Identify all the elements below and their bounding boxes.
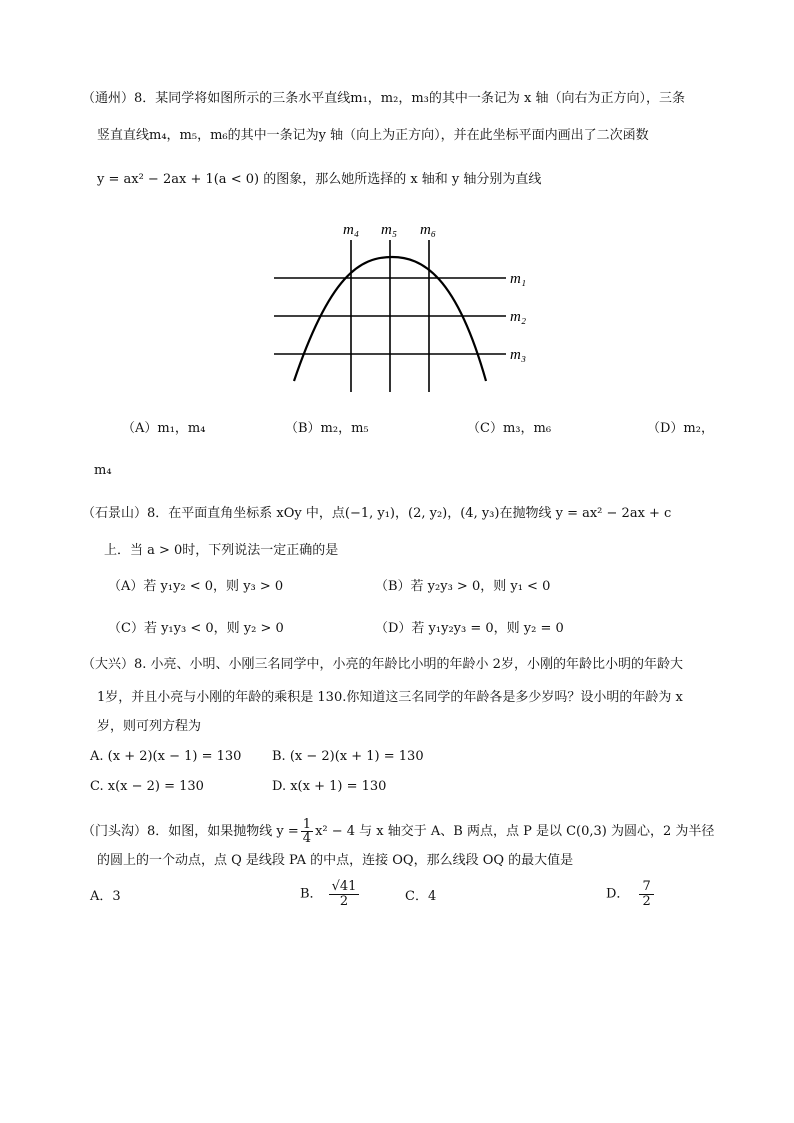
q4-option-c: C．4 — [405, 889, 437, 904]
q1-line3: y = ax² − 2ax + 1(a < 0) 的图象，那么她所选择的 x 轴和 y 轴分别为直线 — [97, 172, 542, 187]
q1-option-a: （A）m₁，m₄ — [122, 421, 206, 436]
q4-option-b-label: B． — [300, 886, 323, 902]
q4-option-a: A．3 — [90, 889, 121, 904]
q2-line2: 上．当 a > 0时，下列说法一定正确的是 — [104, 543, 339, 558]
q2-option-a: （A）若 y₁y₂ < 0，则 y₃ > 0 — [108, 579, 284, 594]
q3-line3: 岁，则可列方程为 — [97, 719, 202, 734]
q4-option-b-num: √41 — [329, 880, 360, 895]
q1-line2: 竖直直线m₄，m₅，m₆的其中一条记为y 轴（向上为正方向），并在此坐标平面内画出了二次函数 — [97, 128, 649, 143]
q4-line1-post: x² − 4 与 x 轴交于 A、B 两点，点 P 是以 C(0,3) 为圆心，2 为半径 — [315, 824, 715, 839]
q1-option-b: （B）m₂，m₅ — [285, 421, 369, 436]
label-m3: m₃ — [510, 347, 527, 363]
q1-option-d: （D）m₂， — [647, 421, 714, 436]
q1-option-d-cont: m₄ — [94, 463, 112, 478]
q4-frac-den: 4 — [302, 831, 312, 846]
q4-frac-num: 1 — [302, 817, 312, 832]
label-m5: m₅ — [381, 222, 398, 238]
q4-option-d-label: D． — [606, 886, 630, 902]
q4-option-d — [606, 880, 654, 909]
q3-option-c: C. x(x − 2) = 130 — [90, 779, 204, 794]
q1-option-c: （C）m₃，m₆ — [467, 421, 552, 436]
q2-option-c: （C）若 y₁y₃ < 0，则 y₂ > 0 — [108, 621, 284, 636]
label-m6: m₆ — [420, 222, 437, 238]
label-m2: m₂ — [510, 309, 527, 325]
q4-option-b — [300, 880, 359, 909]
q4-line1 — [82, 818, 714, 845]
q4-option-d-den: 2 — [642, 894, 651, 909]
q4-fraction — [301, 818, 313, 845]
q4-option-d-fraction — [639, 880, 653, 909]
q2-line1: （石景山）8．在平面直角坐标系 xOy 中，点(−1, y₁)，(2, y₂)，(4, y₃)在抛物线 y = ax² − 2ax + c — [82, 506, 672, 521]
q2-option-b: （B）若 y₂y₃ > 0，则 y₁ < 0 — [375, 579, 551, 594]
q3-line1: （大兴）8. 小亮、小明、小刚三名同学中，小亮的年龄比小明的年龄小 2岁，小刚的年龄比小明的年龄大 — [82, 657, 683, 672]
q4-option-b-fraction — [329, 880, 360, 909]
q2-option-d: （D）若 y₁y₂y₃ = 0，则 y₂ = 0 — [375, 621, 564, 636]
q4-line2: 的圆上的一个动点，点 Q 是线段 PA 的中点，连接 OQ，那么线段 OQ 的最大值是 — [97, 853, 574, 868]
q4-line1-pre: （门头沟）8．如图，如果抛物线 y = — [82, 824, 299, 839]
q3-option-a: A. (x + 2)(x − 1) = 130 — [90, 749, 242, 764]
q3-line2: 1岁，并且小亮与小刚的年龄的乘积是 130.你知道这三名同学的年龄各是多少岁吗？设小明的年龄为 x — [97, 690, 683, 705]
q4-option-b-den: 2 — [339, 894, 349, 909]
q3-option-b: B. (x − 2)(x + 1) = 130 — [272, 749, 424, 764]
q4-option-d-num: 7 — [639, 880, 653, 895]
label-m1: m₁ — [510, 271, 527, 287]
q3-option-d: D. x(x + 1) = 130 — [272, 779, 387, 794]
q1-line1: （通州）8．某同学将如图所示的三条水平直线m₁，m₂，m₃的其中一条记为 x 轴（向右为正方向），三条 — [82, 91, 685, 106]
q1-figure — [270, 215, 540, 400]
label-m4: m₄ — [343, 222, 360, 238]
